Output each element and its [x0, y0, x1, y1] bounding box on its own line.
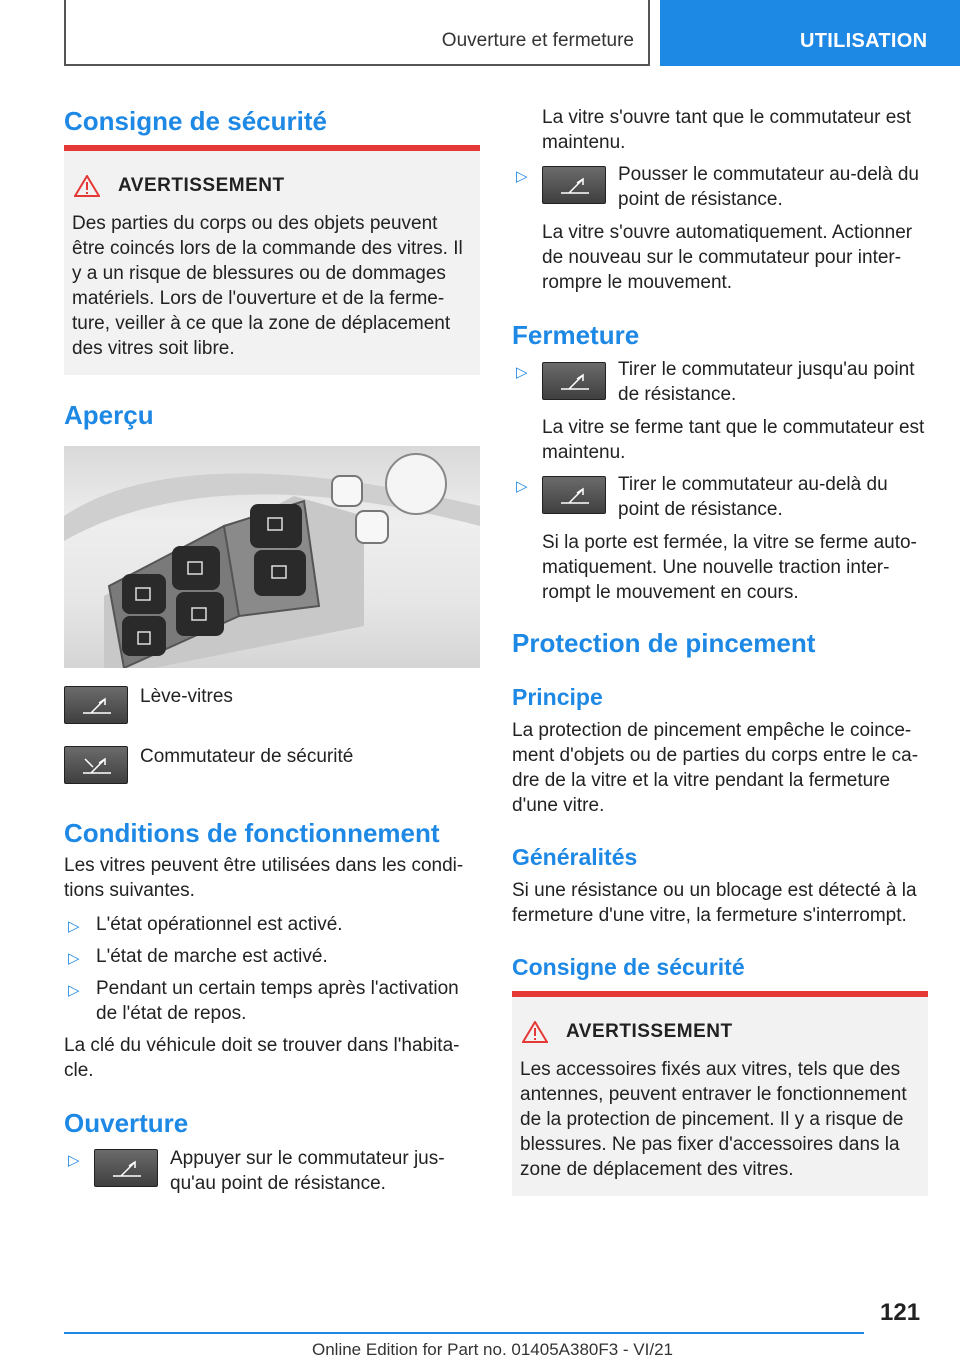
bullet-icon: ▷ [516, 168, 528, 185]
warning-line: matériels. Lors de l'ouverture et de la ferme- [72, 288, 445, 309]
condition-item: L'état de marche est activé. [96, 946, 328, 967]
ouverture-item: point de résistance. [618, 189, 783, 210]
fermeture-item: de résistance. [618, 384, 737, 405]
window-switch-icon [542, 476, 606, 514]
ouverture-item: qu'au point de résistance. [170, 1173, 386, 1194]
generalites-title: Généralités [512, 844, 638, 870]
condition-item: Pendant un certain temps après l'activation [96, 978, 459, 999]
window-switch-icon [542, 362, 606, 400]
generalites-text: Si une résistance ou un blocage est détecté à la [512, 880, 917, 901]
warning-triangle-icon [74, 175, 100, 197]
warning-title-1: AVERTISSEMENT [118, 175, 285, 196]
header-tab[interactable] [660, 0, 960, 66]
footer-rule [64, 1332, 864, 1334]
warning-box-2 [512, 991, 928, 1196]
fermeture-text: maintenu. [542, 442, 626, 463]
footer-edition: Online Edition for Part no. 01405A380F3 - VI/21 [312, 1340, 674, 1359]
legend-leve-vitres: Lève-vitres [140, 686, 233, 707]
bullet-icon: ▷ [68, 918, 80, 935]
bullet-icon: ▷ [68, 950, 80, 967]
ouverture-text: rompre le mouvement. [542, 272, 733, 293]
principe-text: La protection de pincement empêche le coince- [512, 720, 912, 741]
fermeture-item: Tirer le commutateur au-delà du [618, 474, 888, 495]
ouverture-cont: maintenu. [542, 132, 626, 153]
window-switch-icon [64, 686, 128, 724]
ouverture-cont: La vitre s'ouvre tant que le commutateur est [542, 107, 912, 128]
warning-box-1 [64, 145, 480, 375]
fermeture-title: Fermeture [512, 320, 640, 350]
warning-line: antennes, peuvent entraver le fonctionnement [520, 1084, 907, 1105]
warning-title-2: AVERTISSEMENT [566, 1021, 733, 1042]
window-switches-photo [64, 446, 480, 668]
safety-switch-icon [64, 746, 128, 784]
header-section-title: Ouverture et fermeture [441, 30, 634, 51]
ouverture-item: Pousser le commutateur au-delà du [618, 164, 919, 185]
conditions-title: Conditions de fonctionnement [64, 818, 440, 848]
warning-line: des vitres soit libre. [72, 338, 235, 359]
conditions-text: Les vitres peuvent être utilisées dans les condi- [64, 855, 464, 876]
condition-item: L'état opérationnel est activé. [96, 914, 343, 935]
principe-title: Principe [512, 684, 603, 710]
warning-line: zone de déplacement des vitres. [520, 1159, 794, 1180]
fermeture-item: point de résistance. [618, 499, 783, 520]
warning-line: de la protection de pincement. Il y a risque de [520, 1109, 904, 1130]
consigne2-title: Consigne de sécurité [512, 954, 745, 980]
header-tab-label: UTILISATION [800, 30, 928, 52]
condition-item: de l'état de repos. [96, 1003, 247, 1024]
warning-line: ture, veiller à ce que la zone de déplacement [72, 313, 451, 334]
ouverture-item: Appuyer sur le commutateur jus- [170, 1148, 445, 1169]
page-number: 121 [880, 1299, 921, 1326]
warning-line: être coincés lors de la commande des vitres. Il [72, 238, 463, 259]
bullet-icon: ▷ [516, 364, 528, 381]
header-section-box [64, 0, 650, 66]
ouverture-text: La vitre s'ouvre automatiquement. Actionner [542, 222, 913, 243]
fermeture-text: matiquement. Une nouvelle traction inter- [542, 557, 890, 578]
principe-text: d'une vitre. [512, 795, 605, 816]
warning-line: Les accessoires fixés aux vitres, tels que des [520, 1059, 901, 1080]
warning-line: y a un risque de blessures ou de dommages [72, 263, 446, 284]
ouverture-text: de nouveau sur le commutateur pour inter- [542, 247, 902, 268]
window-switch-icon [94, 1149, 158, 1187]
protection-title: Protection de pincement [512, 628, 816, 658]
cle-text: cle. [64, 1060, 94, 1081]
window-switch-icon [542, 166, 606, 204]
fermeture-text: rompt le mouvement en cours. [542, 582, 799, 603]
cle-text: La clé du véhicule doit se trouver dans l'habita- [64, 1035, 460, 1056]
consigne-title: Consigne de sécurité [64, 106, 327, 136]
legend-commutateur: Commutateur de sécurité [140, 746, 354, 767]
apercu-title: Aperçu [64, 400, 154, 430]
principe-text: ment d'objets ou de parties du corps entre le ca- [512, 745, 919, 766]
warning-triangle-icon [522, 1021, 548, 1043]
fermeture-text: Si la porte est fermée, la vitre se ferme auto- [542, 532, 917, 553]
principe-text: dre de la vitre et la vitre pendant la fermeture [512, 770, 891, 791]
ouverture-title: Ouverture [64, 1108, 189, 1138]
warning-line: blessures. Ne pas fixer d'accessoires dans la [520, 1134, 900, 1155]
warning-line: Des parties du corps ou des objets peuvent [72, 213, 438, 234]
fermeture-item: Tirer le commutateur jusqu'au point [618, 359, 915, 380]
bullet-icon: ▷ [68, 982, 80, 999]
generalites-text: fermeture d'une vitre, la fermeture s'interrompt. [512, 905, 907, 926]
bullet-icon: ▷ [516, 478, 528, 495]
bullet-icon: ▷ [68, 1152, 80, 1169]
conditions-text: tions suivantes. [64, 880, 195, 901]
fermeture-text: La vitre se ferme tant que le commutateur est [542, 417, 925, 438]
